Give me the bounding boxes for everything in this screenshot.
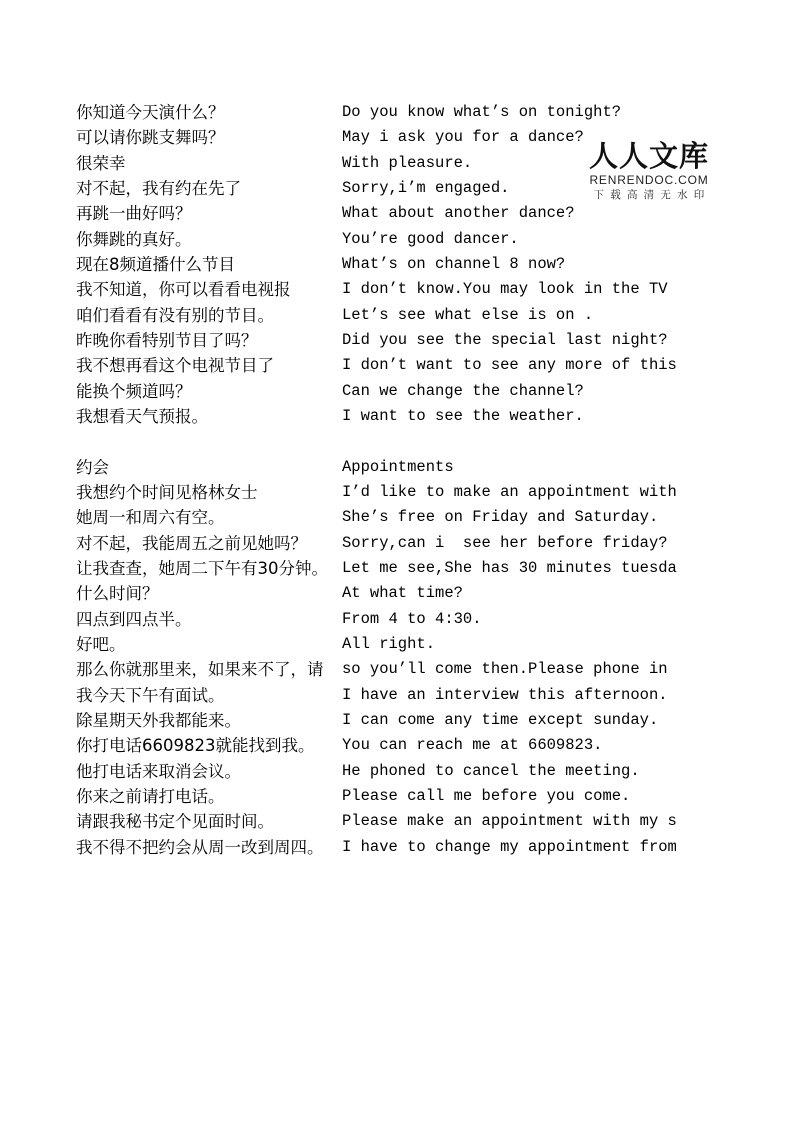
phrase-row	[76, 201, 696, 226]
english-phrase: With pleasure.	[342, 153, 473, 172]
phrase-row	[76, 607, 696, 632]
phrase-row	[76, 404, 696, 429]
english-phrase: I want to see the weather.	[342, 407, 584, 426]
english-phrase: You can reach me at 6609823.	[342, 736, 603, 755]
chinese-phrase: 你知道今天演什么？	[76, 103, 225, 123]
phrase-row	[76, 657, 696, 682]
english-phrase: All right.	[342, 635, 436, 654]
phrase-row	[76, 227, 696, 252]
english-phrase: I don’t know.You may look in the TV	[342, 280, 668, 299]
chinese-phrase: 他打电话来取消会议。	[76, 761, 241, 781]
english-phrase: Sorry,i’m engaged.	[342, 179, 510, 198]
phrase-row	[76, 328, 696, 353]
english-phrase: Can we change the channel?	[342, 381, 584, 400]
chinese-phrase: 昨晚你看特别节目了吗？	[76, 331, 258, 351]
english-phrase: You’re good dancer.	[342, 229, 519, 248]
watermark-brand: 人人文库	[588, 139, 709, 173]
chinese-phrase: 我想约个时间见格林女士	[76, 483, 258, 503]
english-phrase: He phoned to cancel the meeting.	[342, 761, 640, 780]
chinese-phrase: 四点到四点半。	[76, 609, 192, 629]
chinese-phrase: 对不起，我有约在先了	[76, 179, 241, 199]
chinese-phrase: 可以请你跳支舞吗？	[76, 128, 225, 148]
phrase-row	[76, 303, 696, 328]
chinese-phrase: 你舞跳的真好。	[76, 229, 192, 249]
phrase-row	[76, 277, 696, 302]
section-spacer	[76, 429, 696, 454]
chinese-phrase: 能换个频道吗？	[76, 381, 192, 401]
phrase-row	[76, 759, 696, 784]
section-heading-zh: 约会	[76, 457, 109, 477]
chinese-phrase: 咱们看看有没有别的节目。	[76, 305, 274, 325]
phrase-list	[76, 100, 696, 860]
phrase-row	[76, 531, 696, 556]
phrase-row	[76, 809, 696, 834]
chinese-phrase: 让我查查，她周二下午有30分钟。	[76, 559, 328, 579]
phrase-row	[76, 125, 696, 150]
phrase-row	[76, 683, 696, 708]
chinese-phrase: 很荣幸	[76, 153, 126, 173]
phrase-row	[76, 581, 696, 606]
phrase-row	[76, 252, 696, 277]
phrase-row	[76, 480, 696, 505]
english-phrase: Do you know what’s on tonight?	[342, 103, 622, 122]
english-phrase: Let me see,She has 30 minutes tuesda	[342, 559, 677, 578]
chinese-phrase: 现在8频道播什么节目	[76, 255, 235, 275]
english-phrase: What about another dance?	[342, 204, 575, 223]
chinese-phrase: 再跳一曲好吗？	[76, 204, 192, 224]
chinese-phrase: 请跟我秘书定个见面时间。	[76, 812, 274, 832]
english-phrase: Sorry,can i see her before friday?	[342, 533, 668, 552]
phrase-row	[76, 835, 696, 860]
phrase-row	[76, 100, 696, 125]
english-phrase: She’s free on Friday and Saturday.	[342, 508, 659, 527]
chinese-phrase: 我不想再看这个电视节目了	[76, 356, 274, 376]
phrase-row	[76, 176, 696, 201]
chinese-phrase: 她周一和周六有空。	[76, 508, 225, 528]
chinese-phrase: 我不知道，你可以看看电视报	[76, 280, 291, 300]
chinese-phrase: 我想看天气预报。	[76, 407, 208, 427]
watermark-domain: RENRENDOC.COM	[589, 173, 709, 187]
phrase-row	[76, 379, 696, 404]
english-phrase: May i ask you for a dance?	[342, 128, 584, 147]
chinese-phrase: 我不得不把约会从周一改到周四。	[76, 837, 324, 857]
english-phrase: At what time?	[342, 584, 463, 603]
section-heading-en: Appointments	[342, 457, 454, 476]
phrase-row	[76, 632, 696, 657]
watermark-tagline: 下载高清无水印	[593, 189, 711, 201]
chinese-phrase: 除星期天外我都能来。	[76, 711, 241, 731]
english-phrase: What’s on channel 8 now?	[342, 255, 566, 274]
chinese-phrase: 好吧。	[76, 635, 126, 655]
phrase-row	[76, 733, 696, 758]
phrase-row	[76, 151, 696, 176]
english-phrase: Please call me before you come.	[342, 787, 631, 806]
phrase-row	[76, 556, 696, 581]
english-phrase: I don’t want to see any more of this	[342, 356, 677, 375]
english-phrase: Let’s see what else is on .	[342, 305, 594, 324]
chinese-phrase: 你打电话6609823就能找到我。	[76, 736, 315, 756]
chinese-phrase: 对不起，我能周五之前见她吗？	[76, 533, 307, 553]
section-heading	[76, 455, 696, 480]
english-phrase: so you’ll come then.Please phone in	[342, 660, 668, 679]
phrase-row	[76, 784, 696, 809]
phrase-row	[76, 708, 696, 733]
english-phrase: I’d like to make an appointment with	[342, 483, 677, 502]
english-phrase: Please make an appointment with my s	[342, 812, 677, 831]
chinese-phrase: 什么时间？	[76, 584, 159, 604]
english-phrase: From 4 to 4:30.	[342, 609, 482, 628]
english-phrase: I can come any time except sunday.	[342, 711, 659, 730]
chinese-phrase: 你来之前请打电话。	[76, 787, 225, 807]
phrase-row	[76, 353, 696, 378]
phrase-row	[76, 505, 696, 530]
english-phrase: I have an interview this afternoon.	[342, 685, 668, 704]
chinese-phrase: 我今天下午有面试。	[76, 685, 225, 705]
english-phrase: I have to change my appointment from	[342, 837, 677, 856]
english-phrase: Did you see the special last night?	[342, 331, 668, 350]
chinese-phrase: 那么你就那里来，如果来不了，请	[76, 660, 324, 680]
